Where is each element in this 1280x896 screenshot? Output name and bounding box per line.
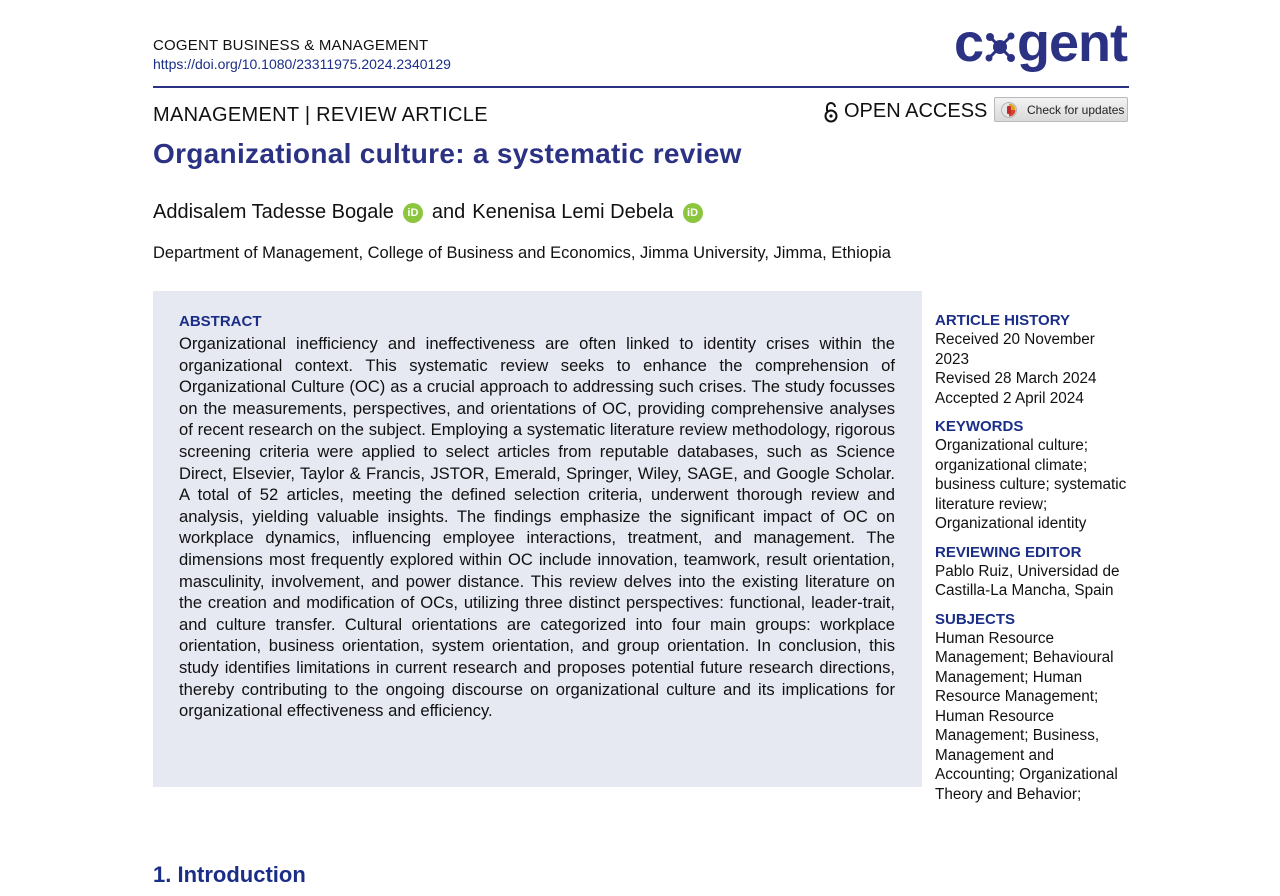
article-sidebar [935,311,1131,813]
subjects-text: Human Resource Management; Behavioural Management; Human Resource Management; Human Resource Management; Business, Management and Accounting; Organizational Theory and Behavior; [935,629,1118,803]
abstract-heading: ABSTRACT [179,313,262,330]
section-heading-introduction: 1. Introduction [153,862,306,887]
open-access-label: OPEN ACCESS [844,100,988,122]
molecule-icon [984,27,1016,67]
article-title: Organizational culture: a systematic review [153,138,742,169]
editor-section [935,543,1131,601]
history-heading: ARTICLE HISTORY [935,312,1071,329]
authors-line [153,201,712,224]
article-history [935,311,1131,408]
journal-name: COGENT BUSINESS & MANAGEMENT [153,37,429,54]
author-2[interactable]: Kenenisa Lemi Debela [472,201,674,223]
cogent-logo[interactable] [954,12,1127,74]
open-access-badge [824,100,987,123]
received-date: Received 20 November 2023 [935,331,1095,368]
article-category: MANAGEMENT | REVIEW ARTICLE [153,104,488,126]
header-rule [153,86,1129,88]
revised-date: Revised 28 March 2024 [935,370,1097,387]
author-conjunction: and [431,201,466,223]
subjects-section [935,610,1131,805]
subjects-heading: SUBJECTS [935,610,1016,628]
keywords-section [935,417,1131,534]
author-1[interactable]: Addisalem Tadesse Bogale [153,201,394,223]
check-updates-icon [1001,102,1017,118]
open-lock-icon [824,101,838,123]
abstract-text: Organizational inefficiency and ineffectiveness are often linked to identity crises within the organizational context. This systematic review seeks to enhance the comprehension of Organizational Culture (OC) as a crucial approach to addressing such crises. The study focusses on the measurements, perspectives, and orientations of OC, providing comprehensive analyses of recent research on the subject. Employing a systematic literature review methodology, rigorous screening criteria were applied to select articles from reputable databases, such as Science Direct, Elsevier, Taylor & Francis, JSTOR, Emerald, Springer, Wiley, SAGE, and Google Scholar. A total of 52 articles, meeting the defined selection criteria, underwent thorough review and analysis, yielding valuable insights. The findings emphasize the significant impact of OC on workplace dynamics, influencing employee interactions, treatment, and management. The dimensions most frequently explored within OC include innovation, teamwork, result orientation, masculinity, involvement, and power distance. This review delves into the existing literature on the creation and modification of OCs, utilizing three distinct perspectives: functional, leader-trait, and culture transfer. Cultural orientations are categorized into four main groups: workplace orientation, business orientation, system orientation, and group orientation. In conclusion, this study identifies limitations in current research and proposes potential future research directions, thereby contributing to the ongoing discourse on organizational culture and its implications for organizational effectiveness and efficiency. [179,334,895,721]
editor-text: Pablo Ruiz, Universidad de Castilla-La Mancha, Spain [935,562,1120,599]
keywords-text: Organizational culture; organizational climate; business culture; systematic literature review; Organizational identity [935,437,1127,532]
check-for-updates-button[interactable] [994,97,1128,122]
accepted-date: Accepted 2 April 2024 [935,389,1084,407]
keywords-heading: KEYWORDS [935,418,1024,435]
doi-link[interactable]: https://doi.org/10.1080/23311975.2024.2340129 [153,56,451,72]
logo-suffix: gent [1017,13,1127,73]
editor-heading: REVIEWING EDITOR [935,543,1082,561]
orcid-icon[interactable]: iD [403,203,423,223]
logo-prefix: c [953,13,983,73]
affiliation: Department of Management, College of Business and Economics, Jimma University, Jimma, Ethiopia [153,244,891,262]
journal-header [153,37,451,73]
orcid-icon[interactable]: iD [683,203,703,223]
check-updates-label: Check for updates [1027,102,1125,117]
